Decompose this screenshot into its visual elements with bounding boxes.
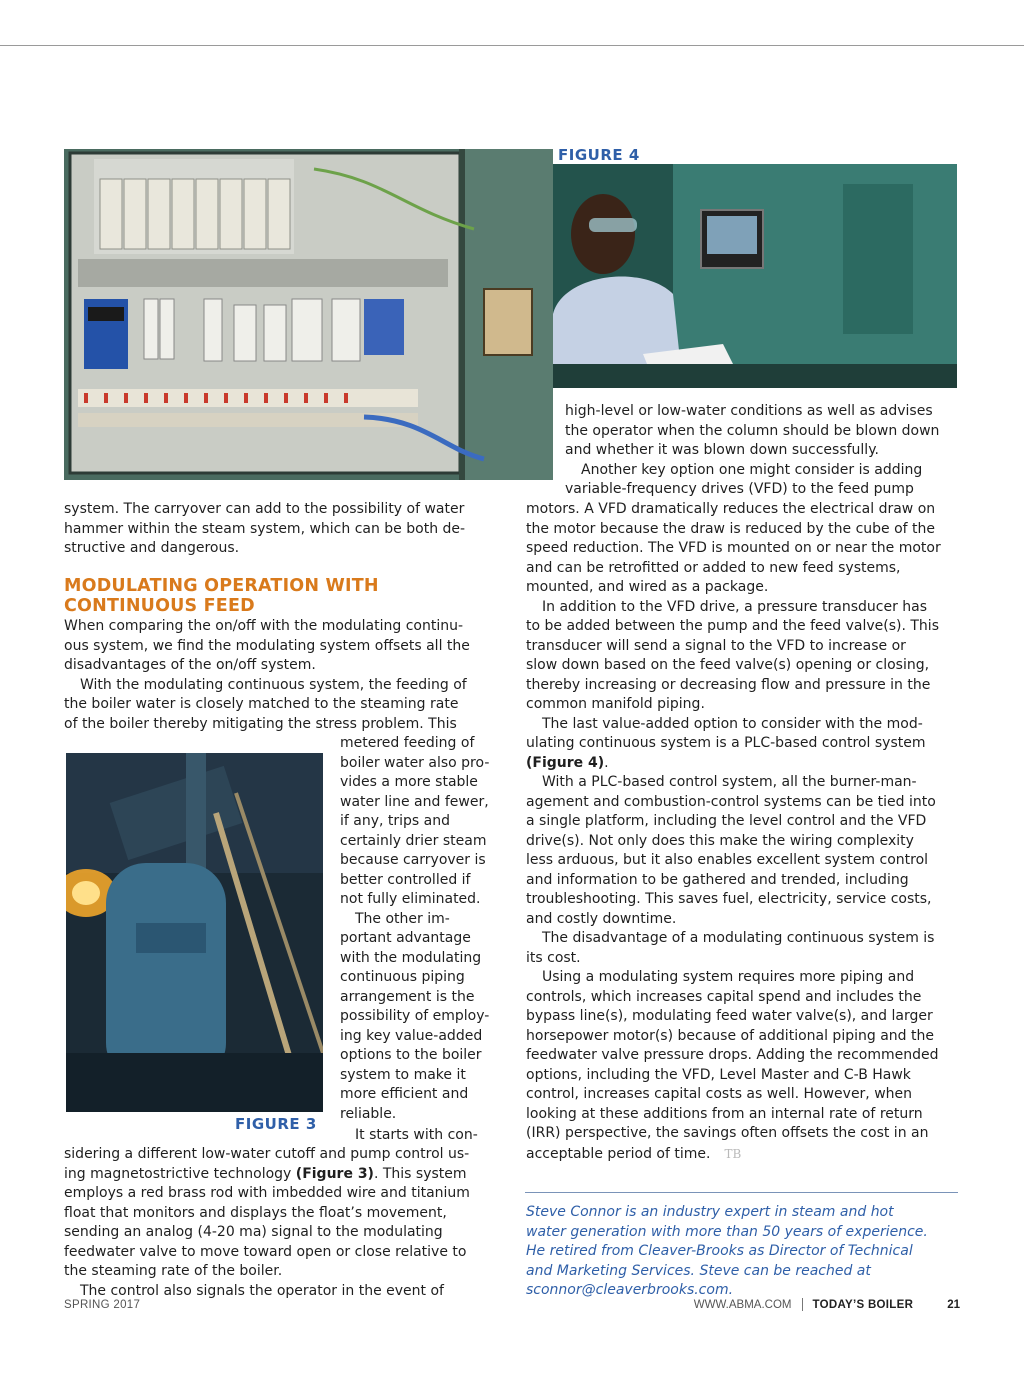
text-line: disadvantages of the on/off system.	[64, 657, 316, 673]
text-line: high-level or low-water conditions as well as advises	[565, 403, 933, 419]
text-line: ous system, we find the modulating system offsets all the	[64, 637, 470, 654]
text-line: continuous piping	[340, 969, 465, 985]
text-line: slow down based on the feed valve(s) opening or closing,	[526, 657, 930, 673]
footer-website-link[interactable]: WWW.ABMA.COM	[693, 1298, 792, 1311]
text-line: system to make it	[340, 1066, 466, 1083]
figure-3-label: FIGURE 3	[235, 1115, 317, 1133]
text-line: options to the boiler	[340, 1047, 482, 1063]
text-line: metered feeding of	[340, 735, 475, 751]
text-line: more efficient and	[340, 1086, 469, 1102]
text-line: of the boiler thereby mitigating the stress problem. This	[64, 715, 457, 732]
bio-line: He retired from Cleaver-Brooks as Director of Technical	[526, 1243, 913, 1259]
text-line: boiler water also pro-	[340, 754, 490, 771]
figure-4-ref: (Figure 4)	[526, 754, 605, 771]
text-line: Another key option one might consider is adding	[581, 461, 923, 478]
text-line: controls, which increases capital spend and includes the	[526, 988, 922, 1005]
footer-issue: SPRING 2017	[64, 1299, 141, 1311]
text-line: ing magnetostrictive technology (Figure 3). This system	[64, 1165, 467, 1182]
figure-4-label: FIGURE 4	[558, 146, 640, 164]
text-line: looking at these additions from an internal rate of return	[526, 1105, 923, 1122]
bio-email-link[interactable]: sconnor@cleaverbrooks.com.	[526, 1282, 734, 1298]
text-line: It starts with con-	[355, 1127, 478, 1143]
text-line: common manifold piping.	[526, 696, 705, 712]
text-line: ulating continuous system is a PLC-based control system	[526, 735, 926, 751]
text-line: With the modulating continuous system, the feeding of	[80, 676, 467, 693]
text-line: better controlled if	[340, 871, 471, 888]
text-line: portant advantage	[340, 930, 471, 946]
text-line: motors. A VFD dramatically reduces the electrical draw on	[526, 501, 936, 517]
text-line: feedwater valve to move toward open or close relative to	[64, 1243, 467, 1260]
text-line: speed reduction. The VFD is mounted on or near the motor	[526, 540, 941, 556]
text-line: because carryover is	[340, 852, 486, 868]
text-line: (IRR) perspective, the savings often offsets the cost in an	[526, 1125, 929, 1141]
text-line: bypass line(s), modulating feed water valve(s), and larger	[526, 1008, 933, 1024]
section-heading: MODULATING OPERATION WITH	[64, 576, 379, 596]
bio-divider	[525, 1192, 958, 1193]
text-line: less arduous, but it also enables excellent system control	[526, 852, 929, 868]
footer-magazine-title: TODAY’S BOILER	[812, 1298, 914, 1311]
text-line: drive(s). Not only does this make the wiring complexity	[526, 832, 914, 849]
text-line: (Figure 4).	[526, 754, 609, 771]
text-line: transducer will send a signal to the VFD to increase or	[526, 637, 906, 654]
text-line: reliable.	[340, 1105, 397, 1122]
text-line: the operator when the column should be blown down	[565, 422, 940, 439]
control-panel-photo	[64, 149, 553, 480]
text-line: acceptable period of time. TB	[526, 1146, 742, 1162]
footer-separator	[802, 1298, 803, 1311]
text-line: if any, trips and	[340, 813, 451, 829]
level-control-photo	[66, 753, 323, 1112]
text-line: Using a modulating system requires more piping and	[542, 969, 915, 985]
text-line: control, increases capital costs as well. However, when	[526, 1086, 913, 1102]
text-line: The control also signals the operator in the event of	[80, 1282, 444, 1299]
text-line: possibility of employ-	[340, 1008, 490, 1024]
text-line: to be added between the pump and the feed valve(s). This	[526, 618, 939, 634]
operator-hmi-photo	[553, 164, 957, 388]
text-line: not fully eliminated.	[340, 891, 481, 907]
text-line: thereby increasing or decreasing flow and pressure in the	[526, 676, 931, 693]
top-rule	[0, 45, 1024, 46]
text-line: The last value-added option to consider with the mod-	[542, 715, 923, 732]
text-line: vides a more stable	[340, 774, 478, 790]
text-line: When comparing the on/off with the modulating continu-	[64, 618, 464, 634]
end-mark: TB	[724, 1147, 742, 1161]
footer-info	[694, 1298, 960, 1311]
text-line: and can be retrofitted or added to new feed systems,	[526, 559, 901, 576]
text-line: the boiler water is closely matched to the steaming rate	[64, 696, 459, 712]
text-line: its cost.	[526, 949, 581, 966]
figure-3-ref: (Figure 3)	[295, 1165, 374, 1182]
text-line: the motor because the draw is reduced by the cube of the	[526, 520, 936, 537]
text-line: float that monitors and displays the float’s movement,	[64, 1204, 447, 1221]
text-line: and whether it was blown down successfully.	[565, 442, 879, 458]
text-line: In addition to the VFD drive, a pressure transducer has	[542, 598, 928, 615]
text-line: mounted, and wired as a package.	[526, 579, 769, 595]
text-line: options, including the VFD, Level Master and C-B Hawk	[526, 1066, 911, 1083]
bio-line: Steve Connor is an industry expert in steam and hot	[526, 1204, 894, 1220]
section-heading: CONTINUOUS FEED	[64, 596, 255, 616]
text-line: arrangement is the	[340, 988, 475, 1005]
text-line: sidering a different low-water cutoff and pump control us-	[64, 1146, 470, 1162]
text-line: feedwater valve pressure drops. Adding the recommended	[526, 1047, 939, 1063]
text-line: variable-frequency drives (VFD) to the feed pump	[565, 481, 914, 497]
text-line: system. The carryover can add to the possibility of water	[64, 501, 465, 517]
text-line: ing key value-added	[340, 1027, 483, 1044]
text-line: sending an analog (4-20 ma) signal to the modulating	[64, 1224, 443, 1240]
text-line: employs a red brass rod with imbedded wire and titanium	[64, 1185, 470, 1201]
text-line: and information to be gathered and trended, including	[526, 871, 909, 888]
text-line: with the modulating	[340, 949, 482, 966]
text-line: agement and combustion-control systems can be tied into	[526, 793, 936, 810]
text-line: a single platform, including the level control and the VFD	[526, 813, 927, 829]
text-line: structive and dangerous.	[64, 540, 240, 556]
text-line: certainly drier steam	[340, 832, 487, 849]
bio-line: water generation with more than 50 years of experience.	[526, 1223, 928, 1240]
text-line: water line and fewer,	[340, 793, 489, 810]
text-line: troubleshooting. This saves fuel, electricity, service costs,	[526, 891, 932, 907]
page-number: 21	[947, 1298, 960, 1311]
text-line: the steaming rate of the boiler.	[64, 1263, 283, 1279]
text-line: The other im-	[355, 910, 450, 927]
text-line: and costly downtime.	[526, 910, 677, 927]
text-line: With a PLC-based control system, all the burner-man-	[542, 774, 917, 790]
text-line: hammer within the steam system, which can be both de-	[64, 520, 466, 537]
bio-line: and Marketing Services. Steve can be reached at	[526, 1262, 871, 1279]
text-line: The disadvantage of a modulating continuous system is	[542, 930, 935, 946]
text-line: horsepower motor(s) because of additional piping and the	[526, 1027, 934, 1044]
